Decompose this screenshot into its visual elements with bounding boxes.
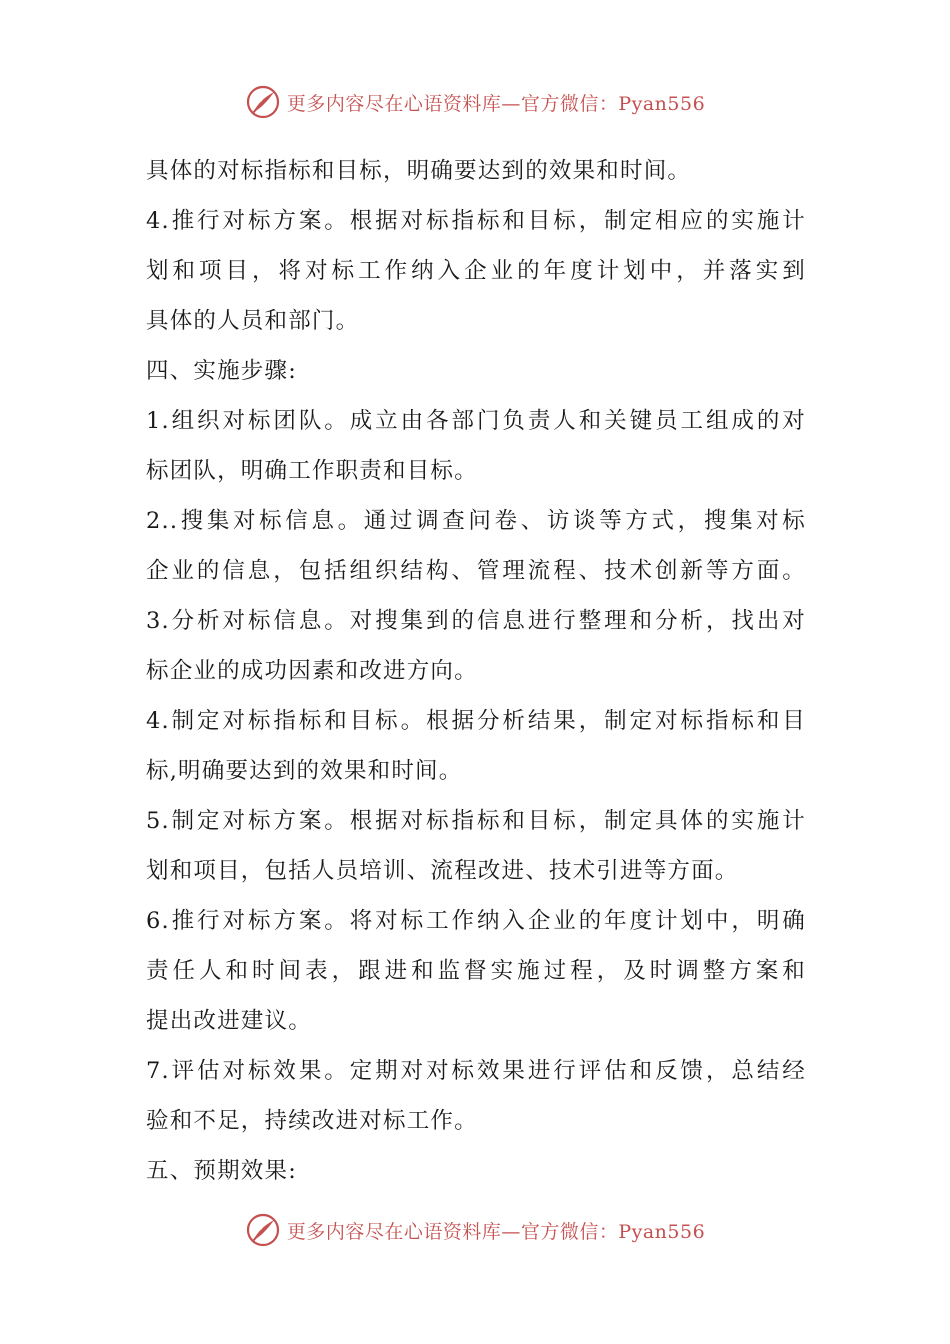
text-line: 6.推行对标方案。将对标工作纳入企业的年度计划中，明确: [146, 908, 806, 934]
document-body: [146, 146, 806, 1196]
text-line: 提出改进建议。: [146, 1008, 312, 1034]
header-watermark-text: 更多内容尽在心语资料库—官方微信：Pyan556: [286, 92, 706, 115]
text-line: 标,明确要达到的效果和时间。: [146, 758, 463, 784]
quill-logo-icon: [245, 1212, 281, 1248]
text-line: 4.制定对标指标和目标。根据分析结果，制定对标指标和目: [146, 708, 806, 734]
text-line: 标企业的成功因素和改进方向。: [146, 658, 478, 684]
header-watermark-banner: [0, 82, 950, 122]
text-line: 划和项目，包括人员培训、流程改进、技术引进等方面。: [146, 858, 739, 884]
text-line: 5.制定对标方案。根据对标指标和目标，制定具体的实施计: [146, 808, 806, 834]
text-line: 划和项目，将对标工作纳入企业的年度计划中，并落实到: [146, 258, 806, 284]
quill-logo-icon: [245, 84, 281, 120]
text-line: 责任人和时间表，跟进和监督实施过程，及时调整方案和: [146, 958, 806, 984]
text-line: 验和不足，持续改进对标工作。: [146, 1108, 478, 1134]
text-line: 3.分析对标信息。对搜集到的信息进行整理和分析，找出对: [146, 608, 806, 634]
text-line: 具体的对标指标和目标，明确要达到的效果和时间。: [146, 158, 692, 184]
text-line: 7.评估对标效果。定期对对标效果进行评估和反馈，总结经: [146, 1058, 806, 1084]
text-line: 企业的信息，包括组织结构、管理流程、技术创新等方面。: [146, 558, 806, 584]
text-line: 2..搜集对标信息。通过调查问卷、访谈等方式，搜集对标: [146, 508, 806, 534]
text-line: 四、实施步骤:: [146, 358, 297, 384]
text-line: 五、预期效果:: [146, 1158, 297, 1184]
text-line: 标团队，明确工作职责和目标。: [146, 458, 478, 484]
footer-watermark-text: 更多内容尽在心语资料库—官方微信：Pyan556: [286, 1220, 706, 1243]
text-line: 具体的人员和部门。: [146, 308, 360, 334]
text-line: 4.推行对标方案。根据对标指标和目标，制定相应的实施计: [146, 208, 806, 234]
text-line: 1.组织对标团队。成立由各部门负责人和关键员工组成的对: [146, 408, 806, 434]
footer-watermark-banner: [0, 1210, 950, 1250]
